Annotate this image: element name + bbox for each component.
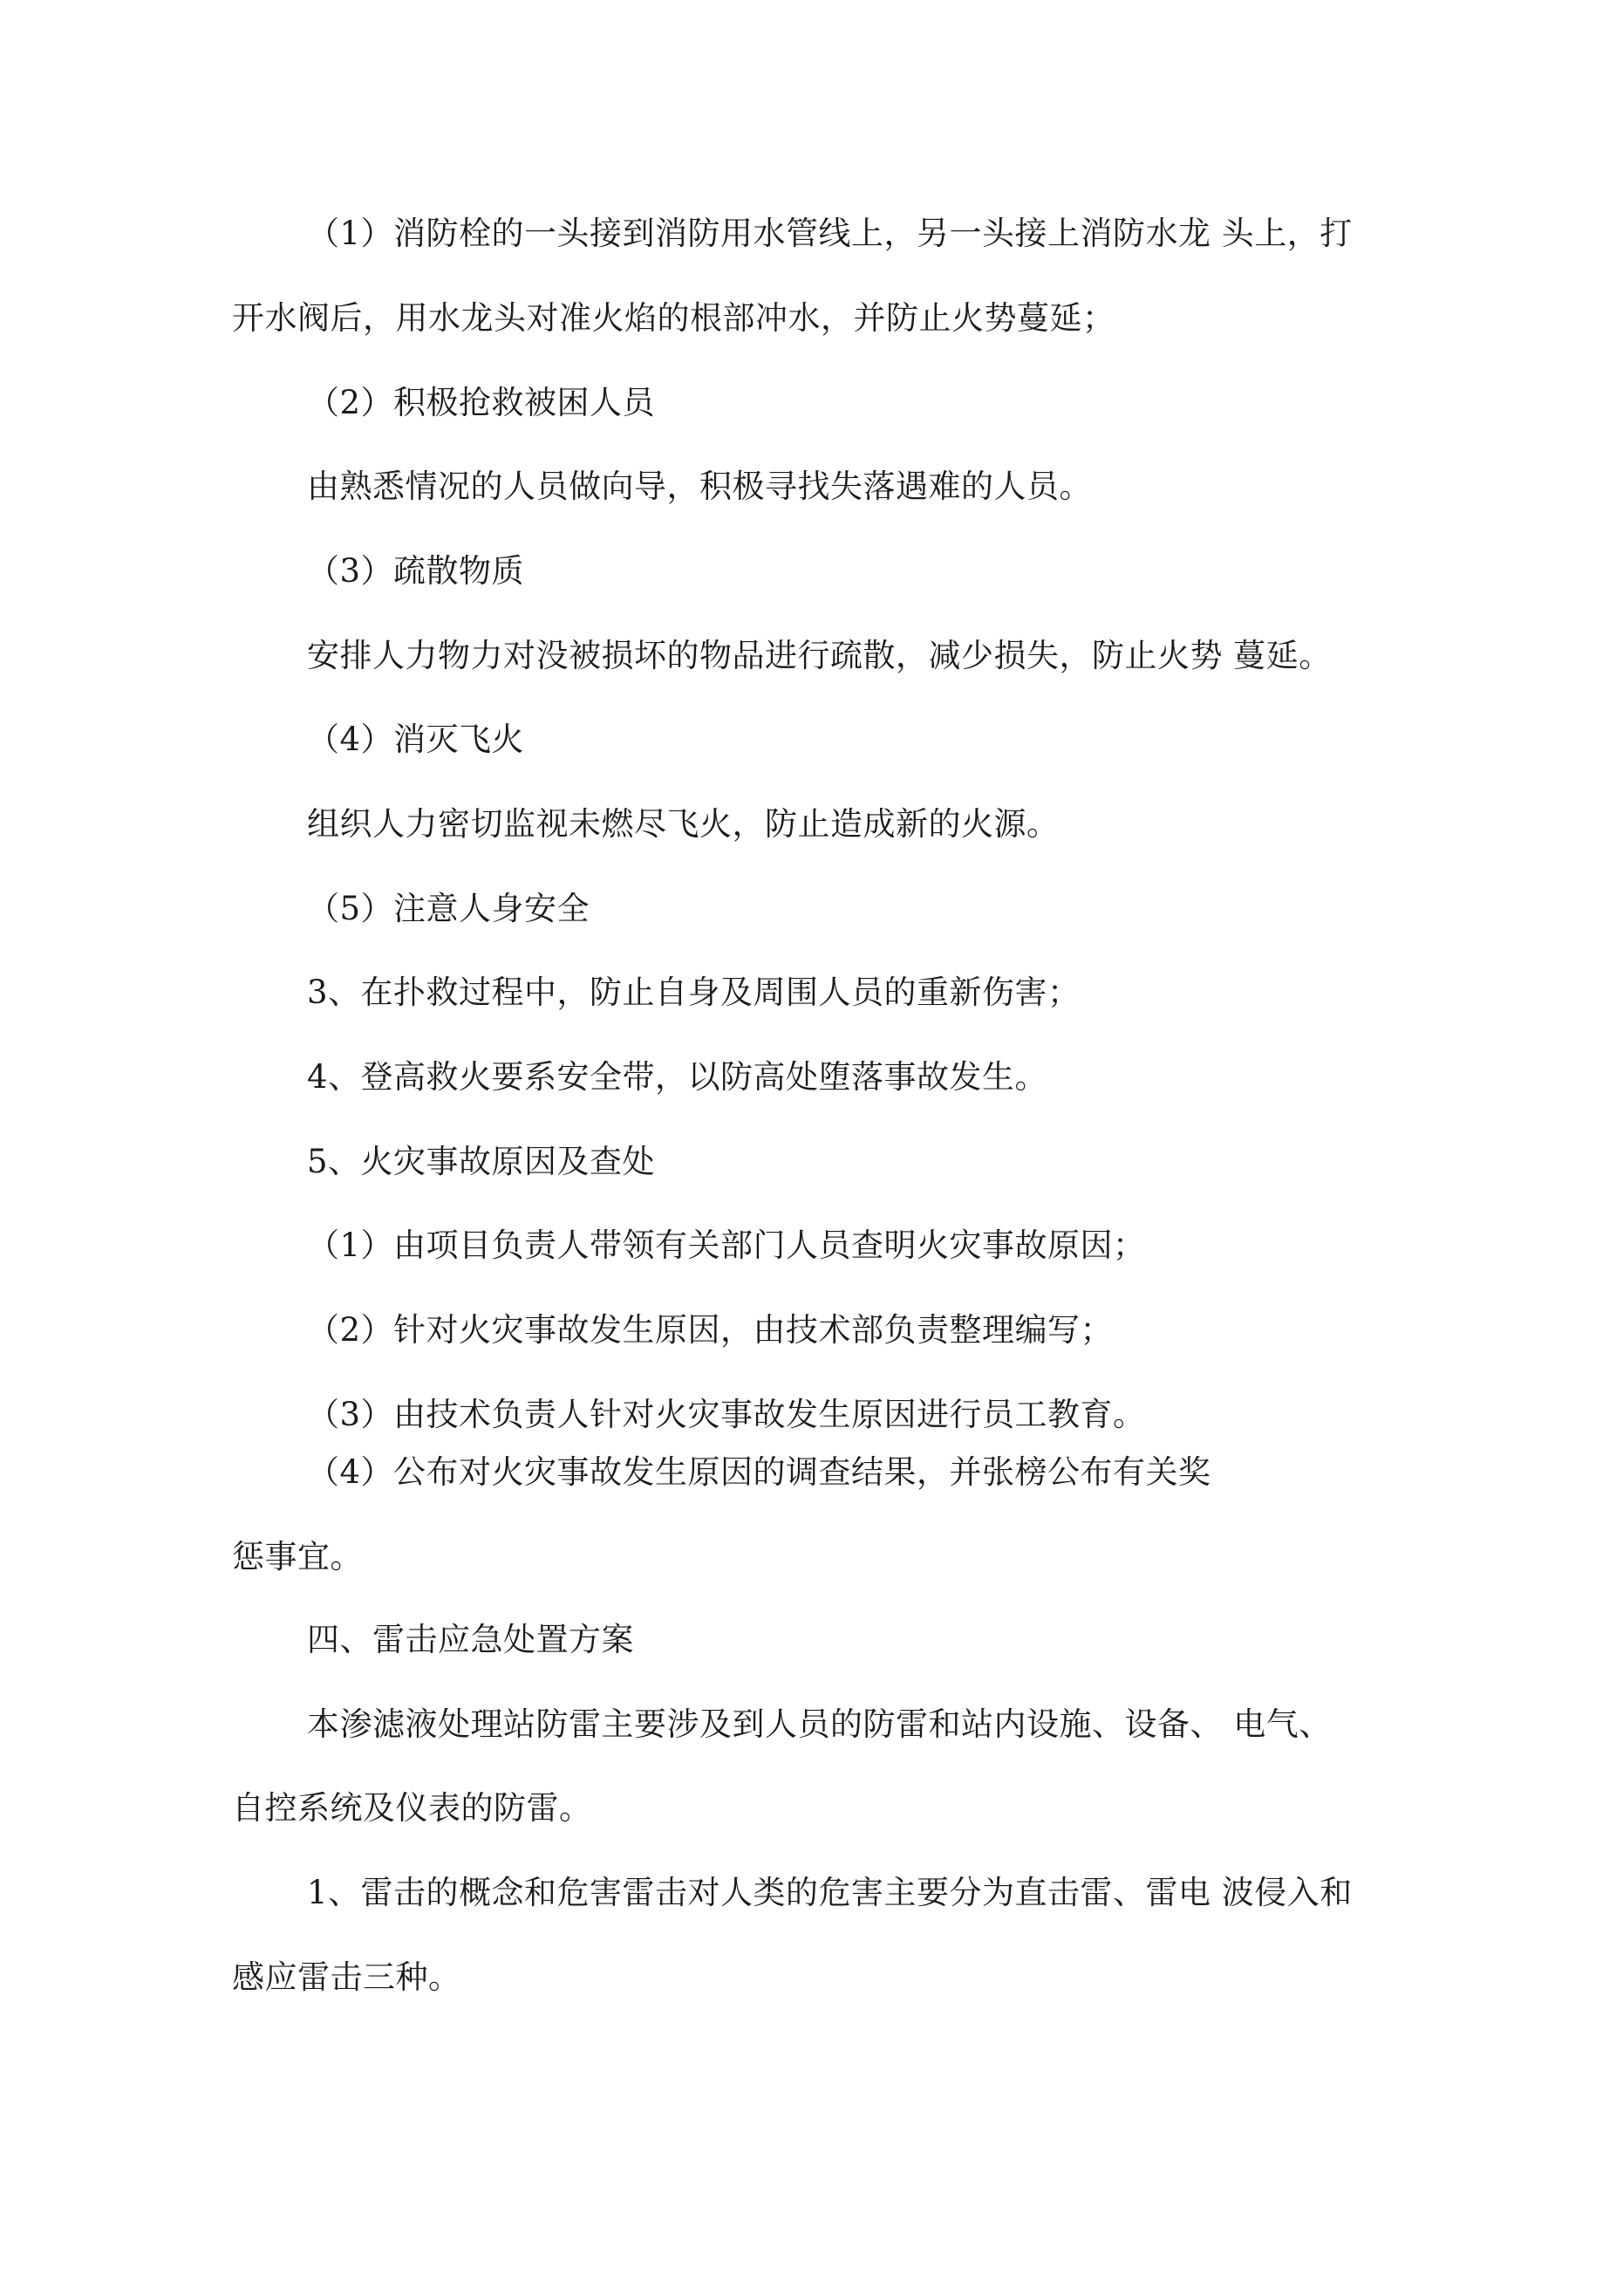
paragraph-line: （1）消防栓的一头接到消防用水管线上，另一头接上消防水龙 头上，打	[307, 215, 1353, 252]
section-heading: （5）注意人身安全	[307, 890, 590, 927]
paragraph-line: 1、雷击的概念和危害雷击对人类的危害主要分为直击雷、雷电 波侵入和	[307, 1874, 1353, 1911]
paragraph-line: 3、在扑救过程中，防止自身及周围人员的重新伤害；	[307, 974, 1081, 1011]
paragraph-line: 由熟悉情况的人员做向导，积极寻找失落遇难的人员。	[307, 468, 1092, 505]
section-heading: （3）疏散物质	[307, 552, 525, 590]
paragraph-line: （1）由项目负责人带领有关部门人员查明火灾事故原因；	[307, 1227, 1146, 1264]
paragraph-line: （4）公布对火灾事故发生原因的调查结果，并张榜公布有关奖	[307, 1453, 1211, 1491]
paragraph-line: 安排人力物力对没被损坏的物品进行疏散，减少损失，防止火势 蔓延。	[307, 637, 1332, 674]
section-heading: （2）积极抢救被困人员	[307, 384, 656, 421]
paragraph-line: 本渗滤液处理站防雷主要涉及到人员的防雷和站内设施、设备、 电气、	[307, 1705, 1332, 1743]
paragraph-line: 自控系统及仪表的防雷。	[232, 1789, 592, 1827]
paragraph-line: 开水阀后，用水龙头对准火焰的根部冲水，并防止火势蔓延；	[232, 299, 1115, 337]
paragraph-line: （2）针对火灾事故发生原因，由技术部负责整理编写；	[307, 1311, 1114, 1349]
paragraph-line: 4、登高救火要系安全带，以防高处堕落事故发生。	[307, 1058, 1048, 1096]
section-heading: （4）消灭飞火	[307, 721, 525, 758]
paragraph-line: 组织人力密切监视未燃尽飞火，防止造成新的火源。	[307, 805, 1060, 843]
section-heading: 四、雷击应急处置方案	[307, 1621, 634, 1658]
section-heading: 5、火灾事故原因及查处	[307, 1143, 656, 1180]
paragraph-line: 惩事宜。	[232, 1538, 363, 1575]
paragraph-line: 感应雷击三种。	[232, 1958, 461, 1996]
paragraph-line: （3）由技术负责人针对火灾事故发生原因进行员工教育。	[307, 1396, 1146, 1433]
